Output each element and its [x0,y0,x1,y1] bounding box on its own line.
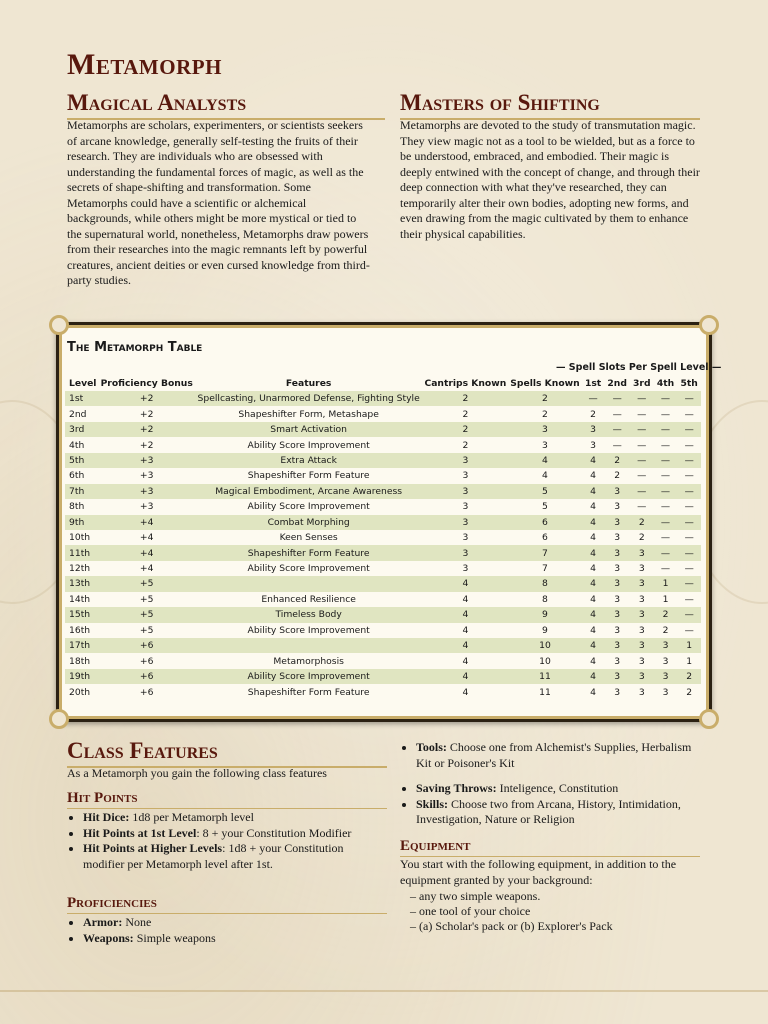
table-cell: Combat Morphing [195,515,423,530]
table-cell: 2 [686,686,693,698]
table-cell: +6 [99,638,195,653]
table-cell: 4 [590,655,596,667]
spell-slot-header: — Spell Slots Per Spell Level — [556,362,722,373]
table-title: The Metamorph Table [67,340,203,355]
table-cell: +6 [139,686,154,698]
table-cell: Metamorphosis [273,655,344,667]
column-header: 2nd [607,378,627,389]
table-cell: +2 [99,422,195,437]
table-cell: — [660,563,671,575]
list-item [83,915,383,931]
table-cell: 3 [422,453,508,468]
table-cell: +4 [99,545,195,560]
table-cell: +5 [99,576,195,591]
table-cell: 9th [65,515,99,530]
table-cell: Smart Activation [195,422,423,437]
table-row [65,515,701,530]
item-text: Choose two from Arcana, History, Intimidation, Investigation, Nature or Religion [416,796,681,826]
table-cell: 4 [582,576,605,591]
column-header: Level [69,378,97,389]
table-cell: — [630,422,654,437]
table-cell: Timeless Body [195,607,423,622]
table-cell: Ability Score Improvement [247,624,370,636]
list-item [416,740,706,771]
metamorph-table [65,376,701,700]
table-row [65,684,701,699]
tools-list [400,740,706,771]
table-cell: 4 [462,593,469,605]
hit-points-list [67,810,383,872]
table-cell: — [654,422,678,437]
column-header: 3rd [633,378,651,389]
table-cell: 11 [508,669,581,684]
table-cell: 3 [422,484,508,499]
table-cell: — [612,408,622,420]
table-cell: 7th [65,484,99,499]
table-cell: +2 [99,391,195,406]
table-cell: — [684,470,694,482]
item-text: 1d8 per Metamorph level [129,810,254,824]
table-cell: 2 [590,408,596,420]
table-cell: 18th [69,655,91,667]
table-cell: — [660,470,671,482]
table-cell: +4 [99,515,195,530]
footer-divider [0,990,768,992]
frame-corner [699,315,719,335]
table-cell: 11th [65,545,99,560]
table-cell: +3 [99,453,195,468]
table-header-row [65,376,701,391]
table-cell: 10 [508,638,581,653]
table-cell: 3 [590,439,596,451]
table-cell: 6 [508,515,581,530]
item-label: Saving Throws: [416,781,497,795]
table-row [65,468,701,483]
column-header: Proficiency Bonus [100,378,193,389]
table-cell: 4 [422,638,508,653]
table-cell: 3 [604,669,629,684]
table-cell: 2 [462,408,469,420]
left-paragraph: Metamorphs are scholars, experimenters, or scientists seekers of arcane knowledge, generally self-testing the fruits of their research. They are individuals who are obsessed with understanding the fundamental forces of magic, as well as the secrets of shape-shifting and transformation. Some Metamorphs could have a scientific or alchemical backgrounds, while others might be more mystical or tied to the supernatural world, nonetheless, Metamorphs draw powers from their researches into the magic remnants left by powerful creatures, ancient deities or even cursed knowledge from third-party studies. [67,118,370,287]
table-cell: — [677,484,701,499]
table-cell: 1st [65,391,99,406]
table-cell: +4 [139,532,154,544]
table-cell: 4th [69,439,85,451]
table-cell: 10th [69,532,91,544]
table-cell: 3 [630,545,654,560]
table-cell: 3 [614,624,621,636]
table-cell: 3 [614,501,621,513]
table-cell: 3 [614,563,621,575]
table-cell: 2 [662,624,669,636]
table-cell: — [677,545,701,560]
table-cell: 5th [65,453,99,468]
table-cell: 3 [508,422,581,437]
table-cell: 4 [462,655,469,667]
table-cell: — [660,439,671,451]
table-cell: 3 [462,532,469,544]
table-cell: 3 [462,563,469,575]
table-cell: 8 [508,576,581,591]
table-cell: 3 [582,422,605,437]
table-cell: 3 [662,686,669,698]
table-cell: +5 [139,624,154,636]
table-cell: 14th [69,593,91,605]
proficiencies-list [67,915,383,946]
table-cell: 10 [539,655,551,667]
table-cell: 4 [590,501,596,513]
table-cell: +2 [139,439,154,451]
equipment-heading: Equipment [400,838,700,857]
table-cell: 3 [654,638,678,653]
table-cell: Ability Score Improvement [247,563,370,575]
list-item [83,841,383,872]
table-cell: Ability Score Improvement [195,669,423,684]
table-cell: 3 [638,593,645,605]
table-cell: +4 [139,563,154,575]
table-cell: 4 [422,607,508,622]
table-row [65,453,701,468]
table-row [65,437,701,452]
table-cell [195,576,423,591]
saving-skills-list [400,781,706,828]
column-header: 5th [680,378,698,389]
table-row [65,623,701,638]
table-cell: — [660,408,671,420]
item-label: Hit Points at 1st Level [83,825,197,840]
table-cell: 3 [630,638,654,653]
table-cell: 4 [582,669,605,684]
list-item [416,781,706,797]
table-cell: 3 [638,563,645,575]
table-cell: 4 [508,453,581,468]
table-row [65,484,701,499]
table-cell: 3 [630,669,654,684]
table-cell: Keen Senses [279,532,338,544]
table-row [65,499,701,514]
table-cell: 2 [654,607,678,622]
table-cell: 3 [604,484,629,499]
table-cell: 4 [542,470,548,482]
table-cell: 2 [422,391,508,406]
table-cell: 4 [590,593,596,605]
table-cell: 7 [542,563,548,575]
item-label: Tools: [416,740,447,754]
table-cell: +3 [139,470,154,482]
table-cell: 19th [65,669,99,684]
item-text: : 1d8 + your Constitution modifier per Metamorph level after 1st. [83,841,344,871]
table-cell: 4 [462,686,469,698]
table-cell: +6 [99,669,195,684]
table-cell: — [637,439,647,451]
right-paragraph: Metamorphs are devoted to the study of transmutation magic. They view magic not as a tool to be wielded, but as a force to be understood, embraced, and embodied. Their magic is deeply entwined with the concept of change, and through their deep connection with what they've researched, they can temporarily alter their own bodies, adopting new forms, and even drawing from the magic cultivated by them to enhance their physical capabilities. [400,118,700,241]
item-text: None [122,915,152,929]
table-cell: — [684,593,694,605]
page-title: Metamorph [67,48,222,81]
item-label: Armor: [83,915,123,929]
table-cell: 4 [462,624,469,636]
table-cell: 3 [638,686,645,698]
item-text: Simple weapons [133,930,216,945]
table-cell: 2nd [69,408,87,420]
list-item [83,810,383,826]
table-cell: 4 [422,576,508,591]
class-features-intro: As a Metamorph you gain the following class features [67,766,327,780]
table-row [65,422,701,437]
list-item [83,826,383,842]
table-cell: 3rd [65,422,99,437]
table-cell: 2 [638,532,645,544]
table-cell: 4 [422,669,508,684]
table-cell: 9 [542,624,548,636]
table-row [65,530,701,545]
table-cell: +3 [139,501,154,513]
right-heading: Masters of Shifting [400,90,700,120]
item-label: Weapons: [83,930,134,945]
table-cell: 2 [462,439,469,451]
frame-corner [699,709,719,729]
table-cell: 3 [654,669,678,684]
frame-corner [49,315,69,335]
table-cell: 3 [614,655,621,667]
table-cell: — [612,439,622,451]
equipment-item: – one tool of your choice [410,904,531,918]
table-row [65,391,701,406]
table-cell: 3 [542,439,548,451]
table-row [65,561,701,576]
table-cell: Shapeshifter Form Feature [195,545,423,560]
table-cell: 13th [65,576,99,591]
table-cell: 20th [69,686,91,698]
table-cell: 1 [686,655,693,667]
table-cell: — [677,422,701,437]
table-row [65,406,701,421]
table-cell: 3 [604,576,629,591]
equipment-intro: You start with the following equipment, in addition to the equipment granted by your background: [400,857,677,887]
proficiencies-heading: Proficiencies [67,895,387,914]
table-cell: — [630,391,654,406]
table-cell: — [684,563,694,575]
table-cell: — [677,576,701,591]
table-cell: 17th [65,638,99,653]
table-cell: Magical Embodiment, Arcane Awareness [195,484,423,499]
table-cell: 2 [614,470,621,482]
table-cell: 3 [422,515,508,530]
table-cell: — [604,391,629,406]
item-label: Hit Dice: [83,810,130,824]
table-cell: Shapeshifter Form Feature [247,686,370,698]
table-cell: — [660,501,671,513]
table-cell: 9 [508,607,581,622]
table-cell: 3 [604,607,629,622]
table-cell: 1 [654,576,678,591]
table-cell: Spellcasting, Unarmored Defense, Fighting Style [195,391,423,406]
table-cell: 5 [542,501,548,513]
table-cell: 1 [662,593,669,605]
table-cell: — [677,515,701,530]
table-cell: +2 [139,408,154,420]
table-cell: 3 [614,593,621,605]
table-cell: — [630,484,654,499]
table-cell: 4 [590,532,596,544]
table-cell: 3 [614,686,621,698]
table-cell: 2 [630,515,654,530]
hit-points-heading: Hit Points [67,790,387,809]
table-cell: +6 [139,655,154,667]
table-cell: — [684,408,694,420]
table-cell: — [604,422,629,437]
table-cell: 2 [542,408,548,420]
table-cell: Shapeshifter Form, Metashape [238,408,379,420]
column-header: 4th [656,378,675,389]
table-cell: 16th [69,624,91,636]
table-cell: 4 [582,484,605,499]
table-cell: 4 [590,470,596,482]
table-cell: 3 [422,545,508,560]
table-cell: — [677,391,701,406]
table-row [65,653,701,668]
table-cell: — [684,532,694,544]
table-row [65,607,701,622]
table-cell: 3 [604,638,629,653]
table-cell: Ability Score Improvement [247,501,370,513]
table-cell: 4 [582,453,605,468]
item-text: Choose one from Alchemist's Supplies, Herbalism Kit or Poisoner's Kit [416,740,692,770]
table-cell: 3 [614,532,621,544]
table-cell: 11 [539,686,551,698]
table-cell: 6 [542,532,548,544]
table-cell: 1 [677,638,701,653]
table-cell: 7 [508,545,581,560]
column-header: 1st [584,378,602,389]
table-row [65,669,701,684]
table-cell: Shapeshifter Form Feature [247,470,370,482]
table-cell: 3 [462,501,469,513]
table-cell: — [637,408,647,420]
table-cell: — [684,624,694,636]
table-cell: — [654,515,678,530]
table-cell [195,638,423,653]
equipment-item: – (a) Scholar's pack or (b) Explorer's Pack [410,919,613,933]
table-cell: 3 [630,607,654,622]
table-cell: — [654,484,678,499]
item-text: : 8 + your Constitution Modifier [196,825,352,840]
table-cell: — [660,532,671,544]
table-cell: +5 [139,593,154,605]
table-cell: — [677,607,701,622]
table-cell: — [684,501,694,513]
table-cell: 2 [508,391,581,406]
table-cell: +3 [99,484,195,499]
table-cell: 4 [590,624,596,636]
table-cell: 3 [630,576,654,591]
column-header: Spells Known [510,378,580,389]
table-cell: 2 [422,422,508,437]
table-cell: 3 [462,470,469,482]
table-cell: 4 [582,515,605,530]
table-cell: 2 [677,669,701,684]
table-cell: 15th [65,607,99,622]
table-cell: 2 [604,453,629,468]
table-cell: — [630,453,654,468]
table-cell: 5 [508,484,581,499]
table-cell: 4 [590,686,596,698]
table-cell: — [654,545,678,560]
table-cell: 4 [582,638,605,653]
item-label: Skills: [416,796,449,811]
table-cell: +5 [99,607,195,622]
table-cell: 3 [604,515,629,530]
table-cell: 3 [638,624,645,636]
table-body [65,391,701,700]
table-cell: — [654,391,678,406]
table-cell: 4 [590,563,596,575]
table-row [65,576,701,591]
frame-corner [49,709,69,729]
table-cell: — [582,391,605,406]
table-cell: 4 [582,607,605,622]
table-cell: Extra Attack [195,453,423,468]
equipment-item: – any two simple weapons. [410,889,541,903]
table-cell: — [677,453,701,468]
table-row [65,545,701,560]
table-cell: 3 [662,655,669,667]
table-cell: 3 [638,655,645,667]
left-heading: Magical Analysts [67,90,385,120]
item-label: Hit Points at Higher Levels [83,841,223,855]
table-cell: 6th [69,470,85,482]
table-cell: — [654,453,678,468]
table-cell: Enhanced Resilience [261,593,356,605]
class-features-heading: Class Features [67,738,387,768]
column-header: Features [285,378,332,389]
table-row [65,638,701,653]
table-cell: — [684,439,694,451]
table-cell: 12th [69,563,91,575]
table-cell: 8 [542,593,548,605]
table-cell: 3 [604,545,629,560]
table-cell: — [637,501,647,513]
table-row [65,592,701,607]
column-header: Cantrips Known [424,378,507,389]
table-cell: Ability Score Improvement [247,439,370,451]
table-cell: — [637,470,647,482]
list-item [83,931,383,947]
table-cell: 4 [582,545,605,560]
table-cell: 8th [69,501,85,513]
item-text: Inteligence, Constitution [496,781,619,795]
list-item [416,797,706,828]
